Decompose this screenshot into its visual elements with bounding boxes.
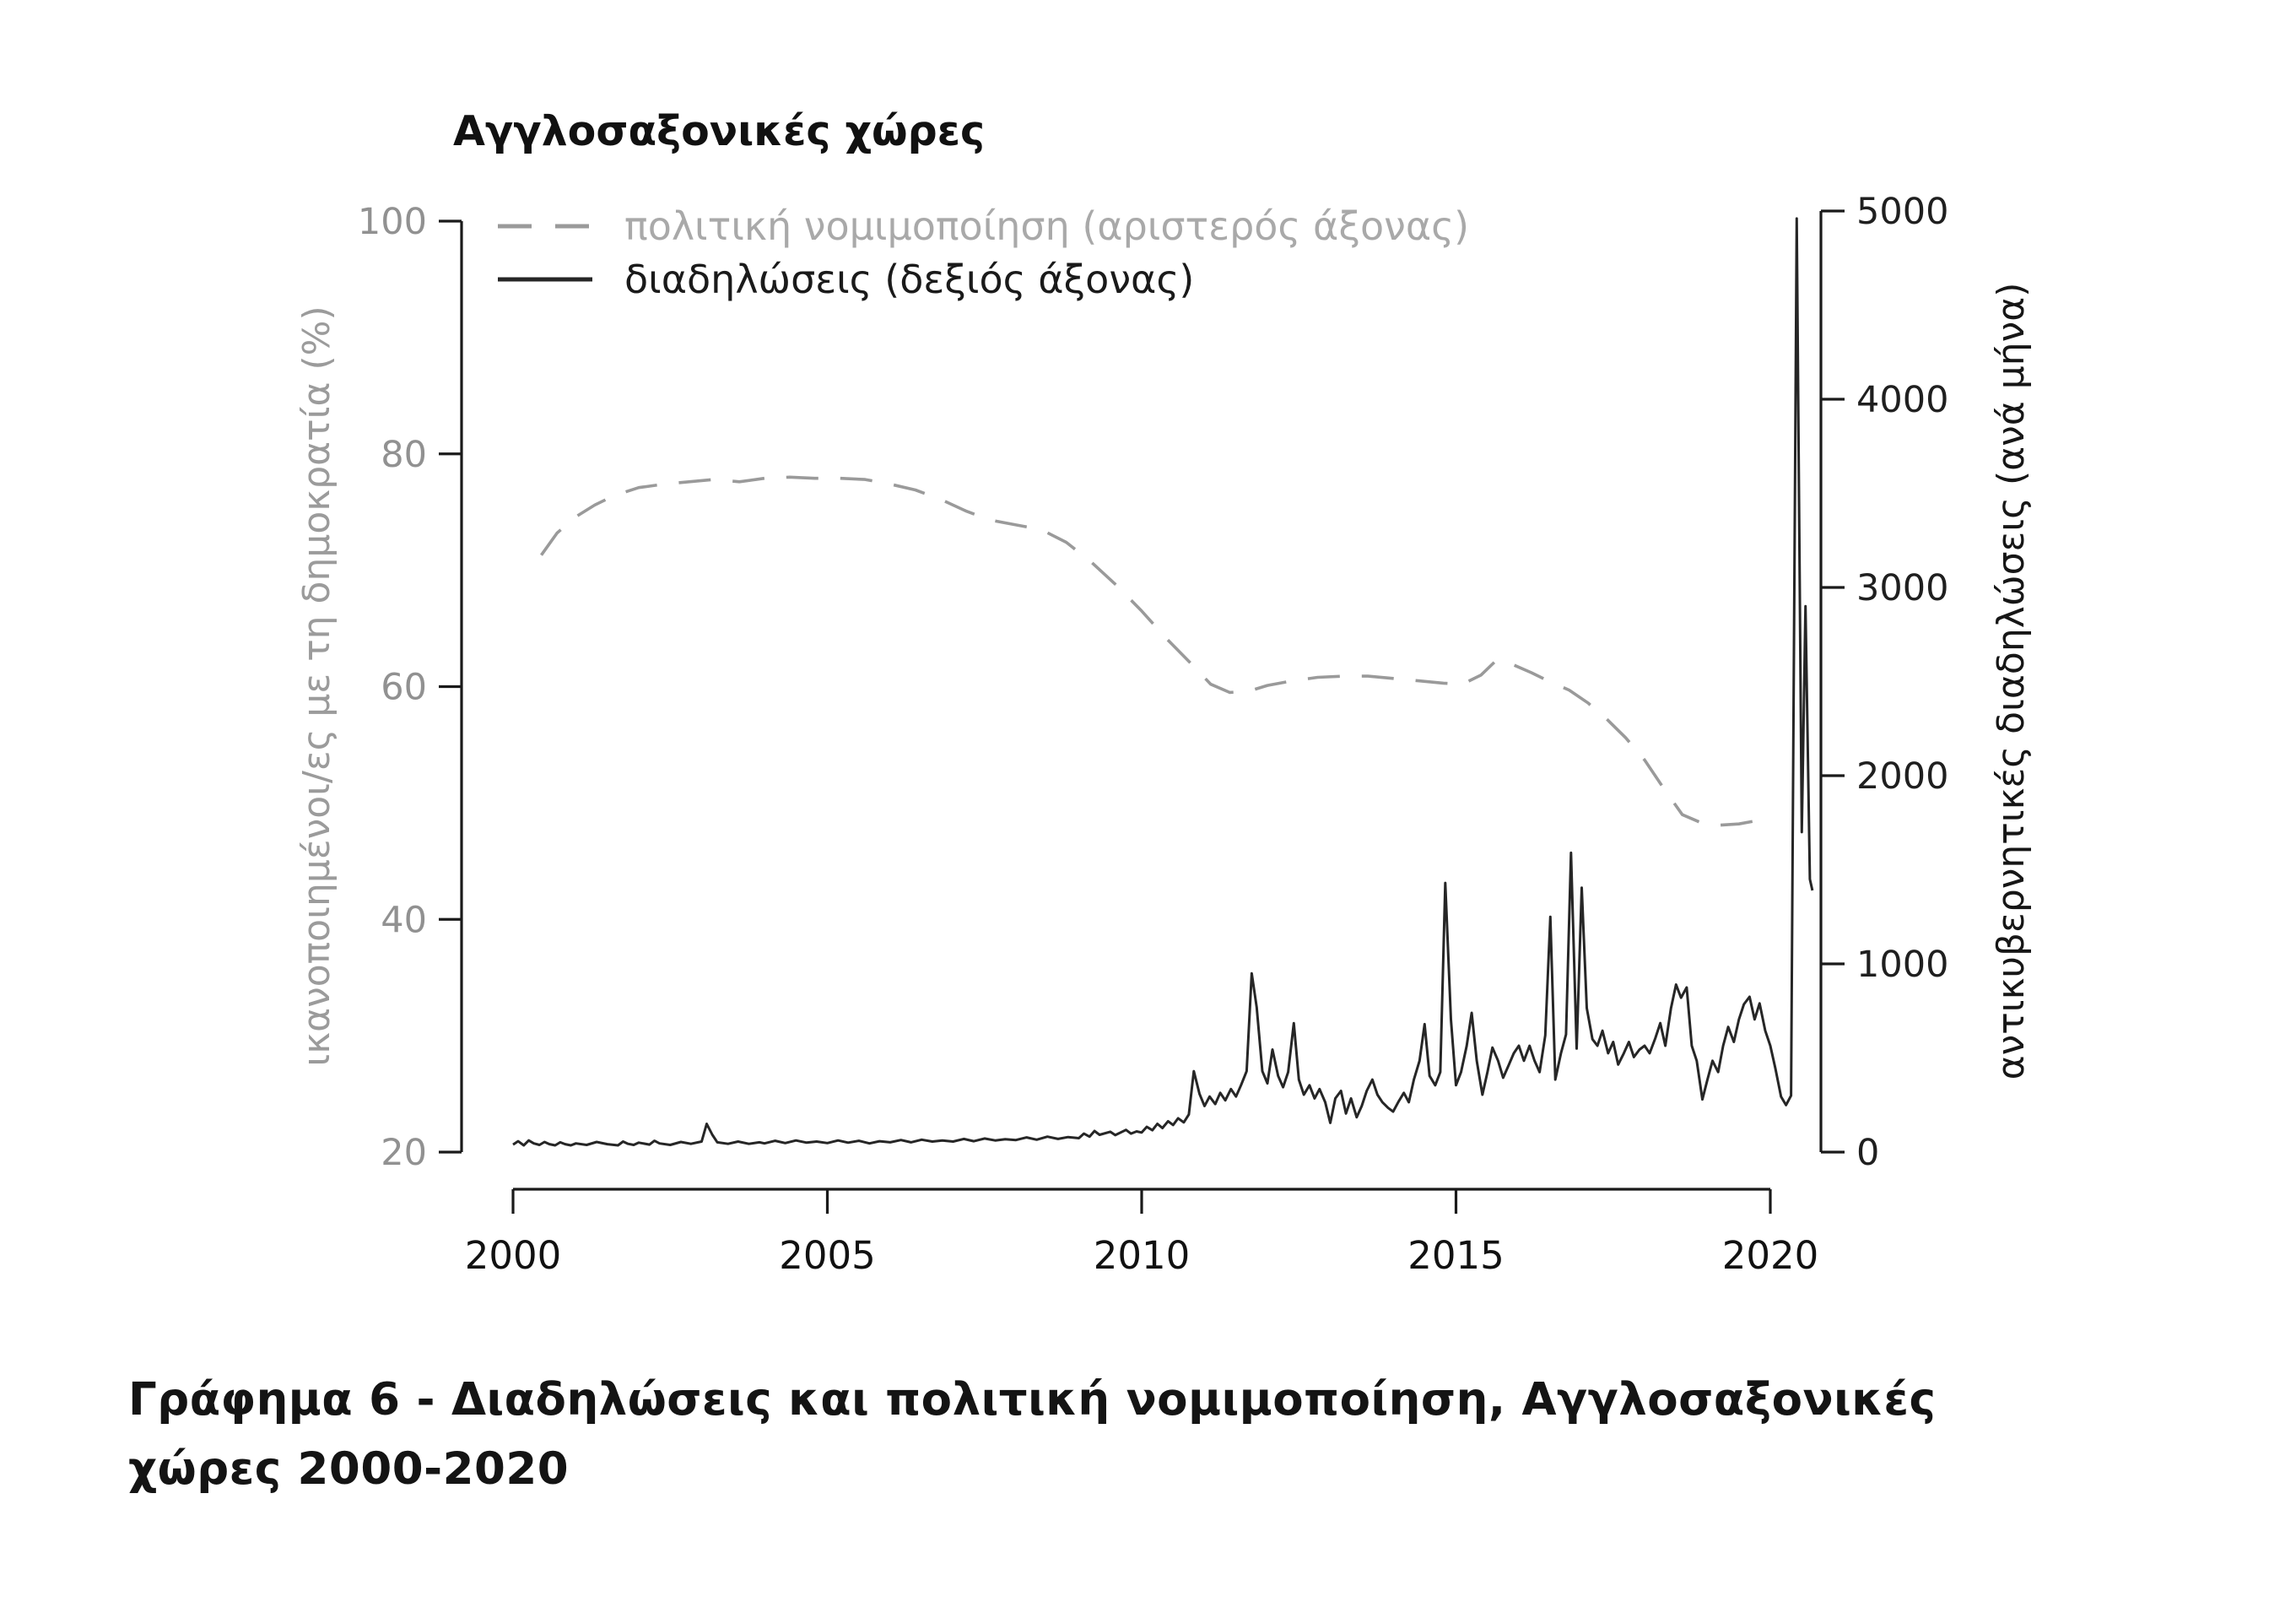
figure-caption-line1: Γράφημα 6 - Διαδηλώσεις και πολιτική νομιμοποίηση, Αγγλοσαξονικές [128,1374,1937,1426]
left-axis-tick-label: 40 [381,899,427,942]
x-axis-tick-label: 2010 [1093,1233,1191,1278]
x-axis-tick-label: 2015 [1407,1233,1505,1278]
legend [498,203,1469,302]
left-axis-tick-label: 80 [381,433,427,476]
chart-title: Αγγλοσαξονικές χώρες [453,107,986,155]
figure-caption [128,1366,2153,1504]
right-axis-tick-label: 1000 [1856,944,1949,986]
right-axis-tick-label: 3000 [1856,567,1949,609]
x-axis-tick-label: 2020 [1721,1233,1819,1278]
right-axis-tick-label: 0 [1856,1132,1880,1174]
right-axis-tick-label: 2000 [1856,755,1949,798]
protests-line [513,219,1812,1145]
left-axis-tick-label: 20 [381,1132,427,1174]
right-axis-title: αντικυβερνητικές διαδηλώσεις (ανά μήνα) [1990,282,2033,1080]
right-axis-tick-label: 4000 [1856,379,1949,421]
x-axis-tick-label: 2000 [464,1233,562,1278]
figure-caption-line2: χώρες 2000-2020 [128,1443,570,1496]
plot-area [358,191,1949,1278]
axes [462,211,1821,1189]
legitimacy-line [542,477,1774,825]
left-axis-tick-label: 60 [381,666,427,709]
left-axis-title: ικανοποιημένοι/ες με τη δημοκρατία (%) [295,306,338,1067]
legend-label-legitimacy: πολιτική νομιμοποίηση (αριστερός άξονας) [624,203,1470,249]
legend-label-protests: διαδηλώσεις (δεξιός άξονας) [624,257,1195,302]
x-axis-tick-label: 2005 [779,1233,876,1278]
left-axis-tick-label: 100 [357,201,427,243]
right-axis-tick-label: 5000 [1856,191,1949,233]
